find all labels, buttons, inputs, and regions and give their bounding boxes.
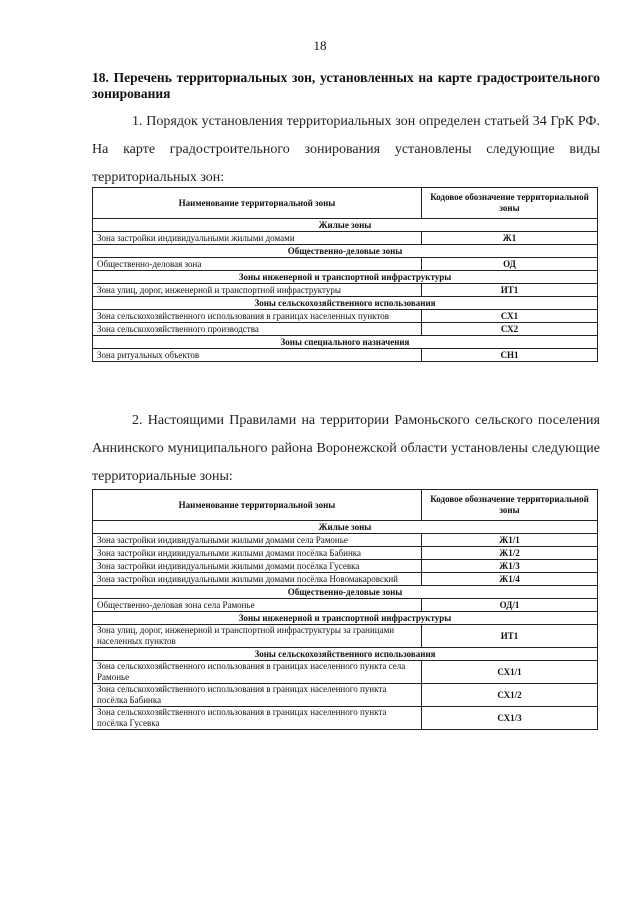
zone-code-cell: СН1 [422,349,598,362]
zone-code-cell: СХ2 [422,323,598,336]
table-row [93,547,598,560]
zone-name-cell: Зона сельскохозяйственного использования в границах населенного пункта посёлка Бабинка [93,684,422,707]
table-row [93,258,598,271]
zone-code-cell: Ж1/1 [422,534,598,547]
paragraph-2: 2. Настоящими Правилами на территории Рамоньского сельского поселения Аннинского муниципального района Воронежской области установлены следующие территориальные зоны: [92,413,600,484]
group-row [93,245,598,258]
zone-name-cell: Зона сельскохозяйственного использования в границах населенного пункта посёлка Гусевка [93,707,422,730]
header-zone-name: Наименование территориальной зоны [93,188,422,219]
table-header-row [93,490,598,521]
header-zone-name: Наименование территориальной зоны [93,490,422,521]
table-row [93,560,598,573]
table-row [93,707,598,730]
group-row [93,521,598,534]
group-row [93,271,598,284]
group-row [93,612,598,625]
table-row [93,599,598,612]
table-header-row [93,188,598,219]
zone-name-cell: Зона застройки индивидуальными жилыми домами посёлка Гусевка [93,560,422,573]
table-row [93,310,598,323]
table-row [93,284,598,297]
group-row [93,219,598,232]
zone-code-cell: СХ1/3 [422,707,598,730]
zone-name-cell: Общественно-деловая зона [93,258,422,271]
zone-group-title: Общественно-деловые зоны [93,245,598,258]
zone-code-cell: ОД [422,258,598,271]
zone-code-cell: ИТ1 [422,284,598,297]
section-heading: 18. Перечень территориальных зон, установленных на карте градостроительного зонирования [92,70,600,101]
zone-code-cell: Ж1/4 [422,573,598,586]
zone-code-cell: Ж1/3 [422,560,598,573]
zone-name-cell: Зона улиц, дорог, инженерной и транспортной инфраструктуры за границами населенных пунктов [93,625,422,648]
zone-group-title: Зоны сельскохозяйственного использования [93,648,598,661]
zones-table-1 [92,187,598,362]
zone-name-cell: Общественно-деловая зона села Рамонье [93,599,422,612]
group-row [93,336,598,349]
zone-code-cell: СХ1/2 [422,684,598,707]
zone-name-cell: Зона застройки индивидуальными жилыми домами [93,232,422,245]
zone-group-title: Зоны сельскохозяйственного использования [93,297,598,310]
zone-code-cell: СХ1 [422,310,598,323]
zone-code-cell: Ж1/2 [422,547,598,560]
table-row [93,534,598,547]
zone-group-title: Зоны инженерной и транспортной инфраструктуры [93,612,598,625]
paragraph-1: 1. Порядок установления территориальных зон определен статьей 34 ГрК РФ. На карте градостроительного зонирования установлены следующие виды территориальных зон: [92,114,600,185]
table-row [93,232,598,245]
header-zone-code: Кодовое обозначение территориальной зоны [422,490,598,521]
table-row [93,684,598,707]
zones-table-2 [92,489,598,730]
table-row [93,661,598,684]
zone-name-cell: Зона застройки индивидуальными жилыми домами села Рамонье [93,534,422,547]
zone-name-cell: Зона улиц, дорог, инженерной и транспортной инфраструктуры [93,284,422,297]
table-row [93,625,598,648]
table-row [93,323,598,336]
zone-code-cell: СХ1/1 [422,661,598,684]
zone-group-title: Зоны инженерной и транспортной инфраструктуры [93,271,598,284]
group-row [93,586,598,599]
zone-name-cell: Зона сельскохозяйственного использования в границах населенных пунктов [93,310,422,323]
zone-name-cell: Зона сельскохозяйственного использования в границах населенного пункта села Рамонье [93,661,422,684]
zone-group-title: Общественно-деловые зоны [93,586,598,599]
zone-name-cell: Зона ритуальных объектов [93,349,422,362]
zone-name-cell: Зона застройки индивидуальными жилыми домами посёлка Новомакаровский [93,573,422,586]
zone-code-cell: ИТ1 [422,625,598,648]
zone-group-title: Жилые зоны [93,521,598,534]
page-number: 18 [313,38,327,53]
table-row [93,349,598,362]
group-row [93,648,598,661]
zone-name-cell: Зона застройки индивидуальными жилыми домами посёлка Бабинка [93,547,422,560]
zone-group-title: Зоны специального назначения [93,336,598,349]
zone-group-title: Жилые зоны [93,219,598,232]
header-zone-code: Кодовое обозначение территориальной зоны [422,188,598,219]
zone-code-cell: ОД/1 [422,599,598,612]
group-row [93,297,598,310]
table-row [93,573,598,586]
zone-name-cell: Зона сельскохозяйственного производства [93,323,422,336]
zone-code-cell: Ж1 [422,232,598,245]
